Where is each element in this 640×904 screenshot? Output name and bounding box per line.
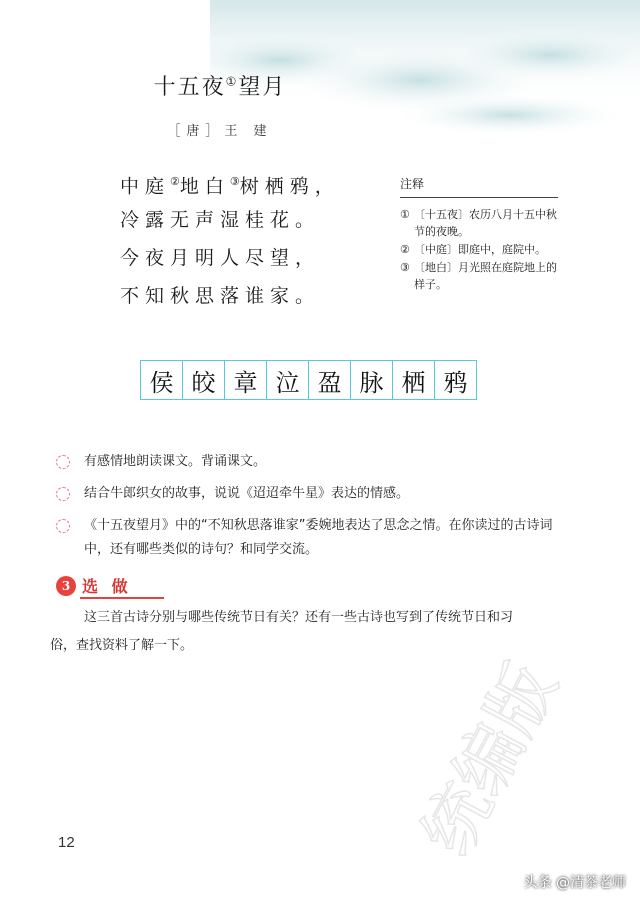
character-cell: 侯: [141, 361, 183, 399]
exercise-item: [56, 514, 576, 562]
poem-title-main: 十五夜: [153, 75, 226, 100]
footnote-mark: ②: [170, 175, 180, 188]
exercise-item: [56, 450, 576, 474]
note-text: 〔地白〕月光照在庭院地上的样子。: [414, 261, 557, 291]
dashed-circle-icon: [56, 487, 70, 501]
exercise-text: 结合牛郎织女的故事，说说《迢迢牵牛星》表达的情感。: [84, 486, 410, 501]
footnote-mark: ③: [229, 175, 240, 188]
poem-line: [120, 163, 350, 201]
note-text: 〔中庭〕即庭中，庭院中。: [414, 243, 546, 256]
character-cell: 皎: [183, 361, 225, 399]
note-item: [400, 206, 558, 240]
poem-line: 今夜月明人尽望，: [120, 247, 321, 269]
character-grid: [140, 360, 477, 400]
source-credit: 头条 @清茶老师: [523, 875, 626, 891]
character-cell: 鸦: [443, 368, 468, 397]
character-cell: 脉: [351, 361, 393, 399]
footnote-mark: ①: [225, 74, 239, 89]
poem-line: 不知秋思落谁家。: [120, 285, 321, 307]
watermark: [380, 620, 640, 900]
optional-label: 选 做: [82, 577, 132, 596]
note-number: ③: [400, 261, 410, 274]
note-number: ②: [400, 243, 410, 256]
dashed-circle-icon: [56, 519, 70, 533]
notes-panel: [400, 176, 558, 294]
poem-body: [120, 163, 350, 315]
page-number: 12: [58, 834, 75, 851]
svg-text:统编版: 统编版: [407, 650, 573, 869]
poem-text: 树栖鸦，: [239, 175, 340, 198]
optional-badge-icon: 3: [56, 576, 76, 596]
note-item: [400, 241, 558, 258]
optional-section-header: [56, 572, 166, 602]
poem-title-rest: 望月: [238, 75, 287, 100]
character-cell: 盈: [309, 361, 351, 399]
note-item: [400, 259, 558, 293]
exercise-item: [56, 482, 576, 506]
character-cell: 泣: [267, 361, 309, 399]
notes-heading: 注释: [400, 177, 425, 191]
poem-line: 冷露无声湿桂花。: [120, 209, 321, 231]
note-text: 〔十五夜〕农历八月十五中秋节的夜晚。: [414, 208, 557, 238]
exercise-text: 《十五夜望月》中的“不知秋思落谁家”委婉地表达了思念之情。在你读过的古诗词中，还有哪些类似的诗句？和同学交流。: [84, 518, 553, 557]
optional-underline: [80, 597, 164, 599]
optional-text: 这三首古诗分别与哪些传统节日有关？还有一些古诗也写到了传统节日和习俗，查找资料了解一下。: [50, 610, 514, 653]
poem-title: [0, 70, 440, 101]
exercise-text: 有感情地朗读课文。背诵课文。: [84, 454, 267, 469]
notes-divider: [400, 197, 558, 198]
character-cell: 栖: [393, 361, 435, 399]
note-number: ①: [400, 208, 410, 221]
poem-author: ［唐］王 建: [167, 124, 273, 139]
poem-text: 中庭: [120, 175, 171, 198]
character-cell: 章: [225, 361, 267, 399]
dashed-circle-icon: [56, 455, 70, 469]
poem-text: 地白: [179, 175, 230, 198]
